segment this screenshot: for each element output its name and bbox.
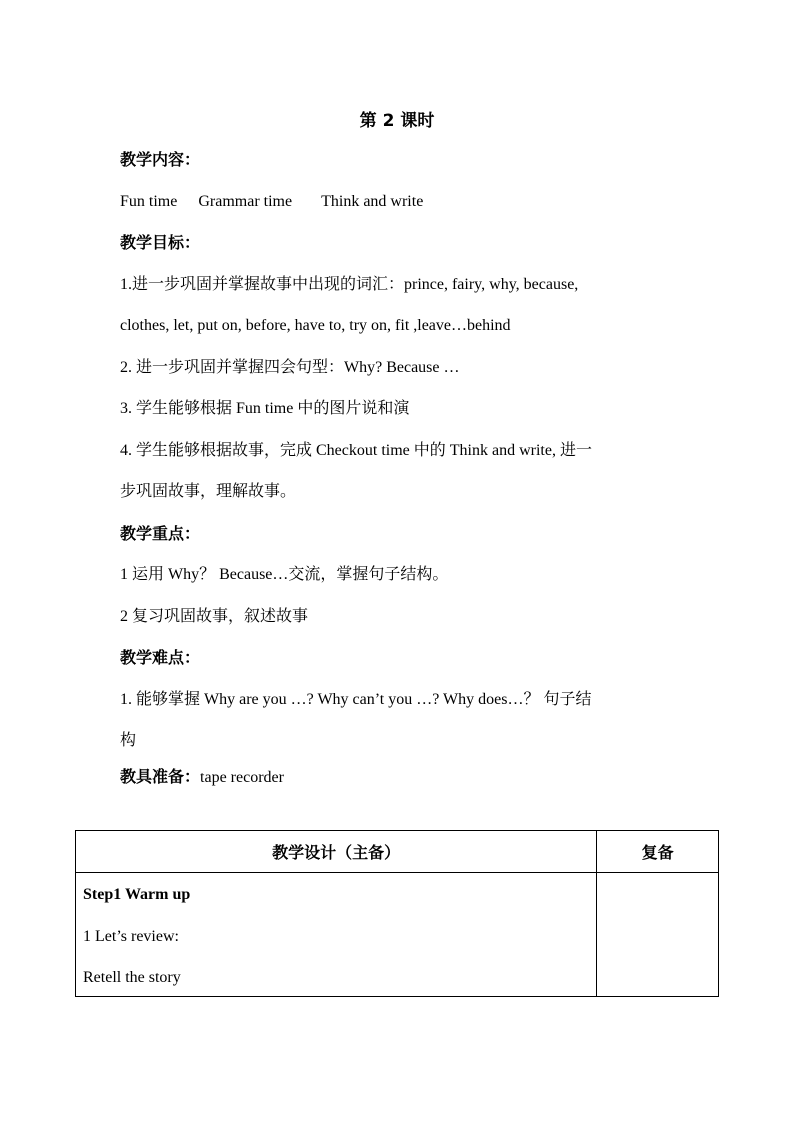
review-cell [597,873,719,997]
lesson-design-table [75,830,719,997]
objective-line-1: 1.进一步巩固并掌握故事中出现的词汇：prince, fairy, why, because, [120,276,579,293]
content-item-grammar-time: Grammar time [198,193,293,210]
key-point-line-2: 2 复习巩固故事，叙述故事 [120,608,309,625]
step-line-2: Retell the story [83,969,181,986]
difficulties-label: 教学难点： [120,648,201,667]
step-line-1: 1 Let’s review: [83,928,179,945]
difficulty-line-1: 1. 能够掌握 Why are you …? Why can’t you …? Why does…？ 句子结 [120,691,592,708]
objective-line-2: 2. 进一步巩固并掌握四会句型：Why? Because … [120,359,460,376]
objective-line-1b: clothes, let, put on, before, have to, try on, fit ,leave…behind [120,317,511,334]
difficulty-line-1b: 构 [120,732,137,749]
step-cell [76,873,597,997]
content-item-think-and-write: Think and write [321,193,424,210]
objectives-label: 教学目标： [120,233,201,252]
materials-value: tape recorder [200,769,284,786]
objective-line-3: 3. 学生能够根据 Fun time 中的图片说和演 [120,400,410,417]
page-title: 第 2 课时 [359,111,435,131]
header-main-design: 教学设计（主备） [76,831,597,873]
step-title: Step1 Warm up [83,886,191,903]
materials-line [120,767,284,788]
materials-label: 教具准备： [120,767,201,786]
objective-line-4: 4. 学生能够根据故事，完成 Checkout time 中的 Think and write, 进一 [120,442,592,459]
key-points-label: 教学重点： [120,524,201,543]
content-item-fun-time: Fun time [120,193,178,210]
key-point-line-1: 1 运用 Why？ Because…交流，掌握句子结构。 [120,566,449,583]
table-row [76,873,719,997]
objective-line-4b: 步巩固故事，理解故事。 [120,483,297,500]
content-label: 教学内容： [120,150,201,169]
content-items [120,192,423,212]
header-review: 复备 [597,831,719,873]
table-header-row [76,831,719,873]
